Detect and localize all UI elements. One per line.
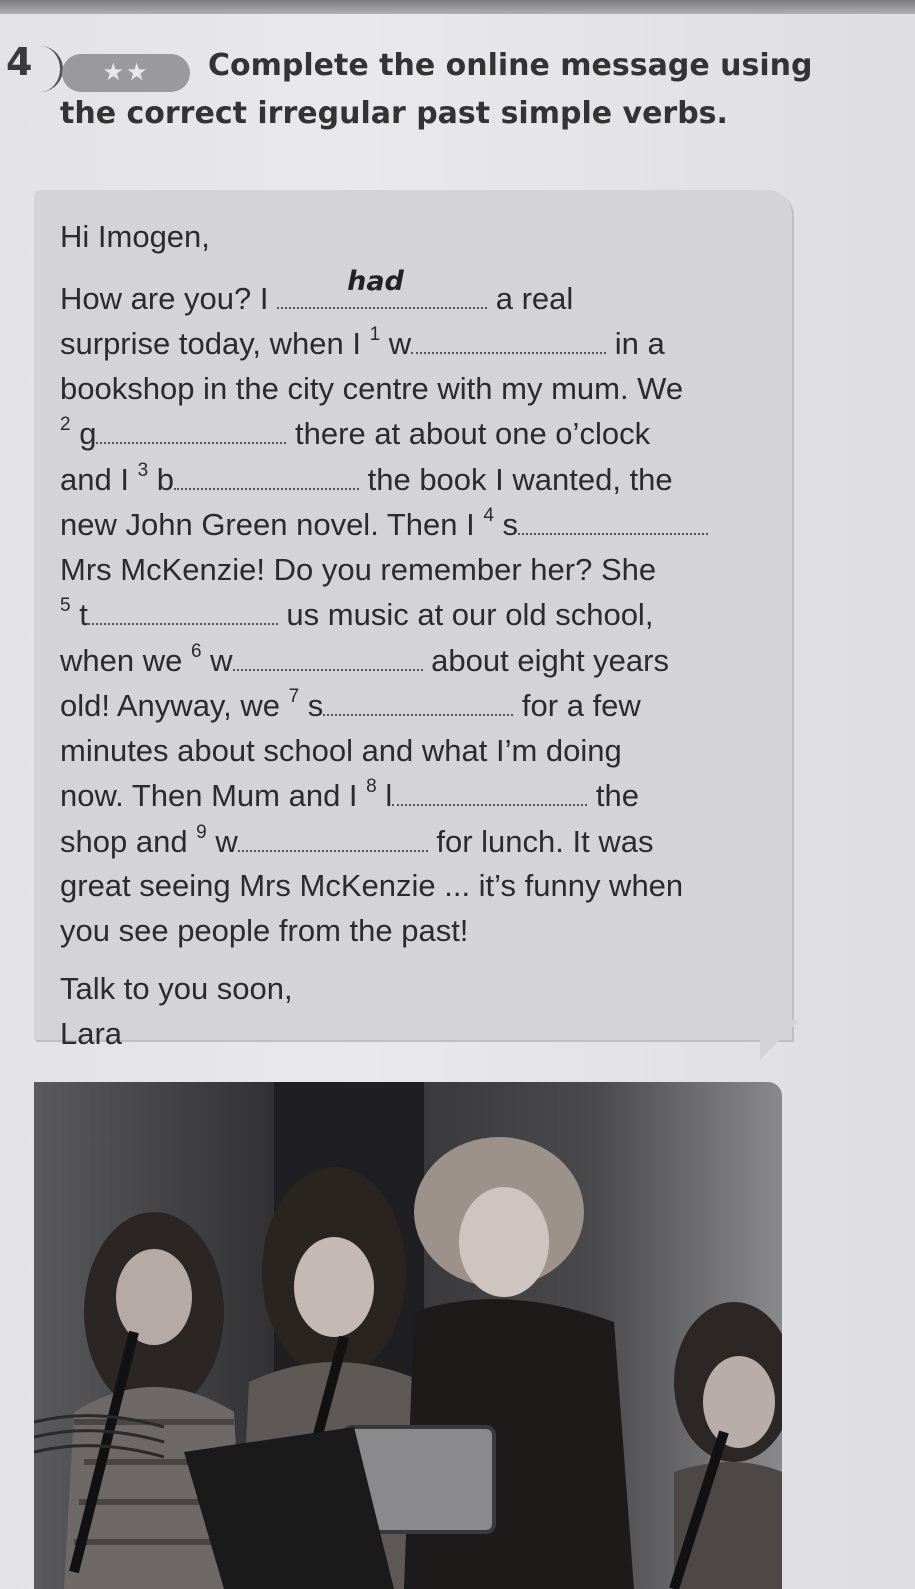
answer-blank-6[interactable] (233, 638, 423, 671)
message-line: you see people from the past! (60, 912, 469, 948)
difficulty-stars-icon: ★★ (62, 54, 190, 92)
answer-blank-3[interactable] (174, 457, 359, 490)
answer-blank-2[interactable] (96, 411, 286, 444)
message-line: surprise today, when I $^1$ w in a (60, 321, 780, 367)
message-text (60, 215, 780, 1056)
message-signature: Lara (60, 1015, 123, 1051)
message-line: shop and $^9$ w for lunch. It was (60, 819, 780, 865)
message-signoff: Talk to you soon, (60, 971, 293, 1006)
music-lesson-photo-icon (34, 1082, 782, 1589)
answer-blank-example[interactable] (277, 266, 487, 309)
message-line: now. Then Mum and I $^8$ l the (60, 773, 780, 819)
handwritten-answer: had (347, 266, 404, 297)
exercise-instruction: Complete the online message using the correct irregular past simple verbs. (60, 48, 813, 131)
answer-blank-9[interactable] (238, 819, 428, 852)
message-line: bookshop in the city centre with my mum. We (60, 370, 684, 406)
message-line: $^5$ t us music at our old school, (60, 592, 780, 638)
answer-blank-5[interactable] (88, 592, 278, 625)
message-line: $^2$ g there at about one o’clock (60, 411, 780, 457)
message-line: great seeing Mrs McKenzie ... it’s funny when (60, 868, 684, 903)
answer-blank-8[interactable] (392, 773, 587, 806)
message-line: and I $^3$ b the book I wanted, the (60, 457, 780, 503)
message-line: How are you? I had a real (60, 276, 780, 322)
photo-illustration (34, 1082, 782, 1589)
message-line: new John Green novel. Then I $^4$ s (60, 502, 780, 548)
message-line: minutes about school and what I’m doing (60, 732, 622, 768)
message-line: when we $^6$ w about eight years (60, 638, 780, 684)
exercise-number: 4 (6, 40, 33, 84)
message-line: old! Anyway, we $^7$ s for a few (60, 683, 780, 729)
message-greeting: Hi Imogen, (60, 219, 210, 254)
answer-blank-1[interactable] (411, 321, 606, 354)
message-line: Mrs McKenzie! Do you remember her? She (60, 551, 657, 587)
answer-blank-7[interactable] (323, 683, 513, 716)
answer-blank-4[interactable] (518, 502, 708, 535)
